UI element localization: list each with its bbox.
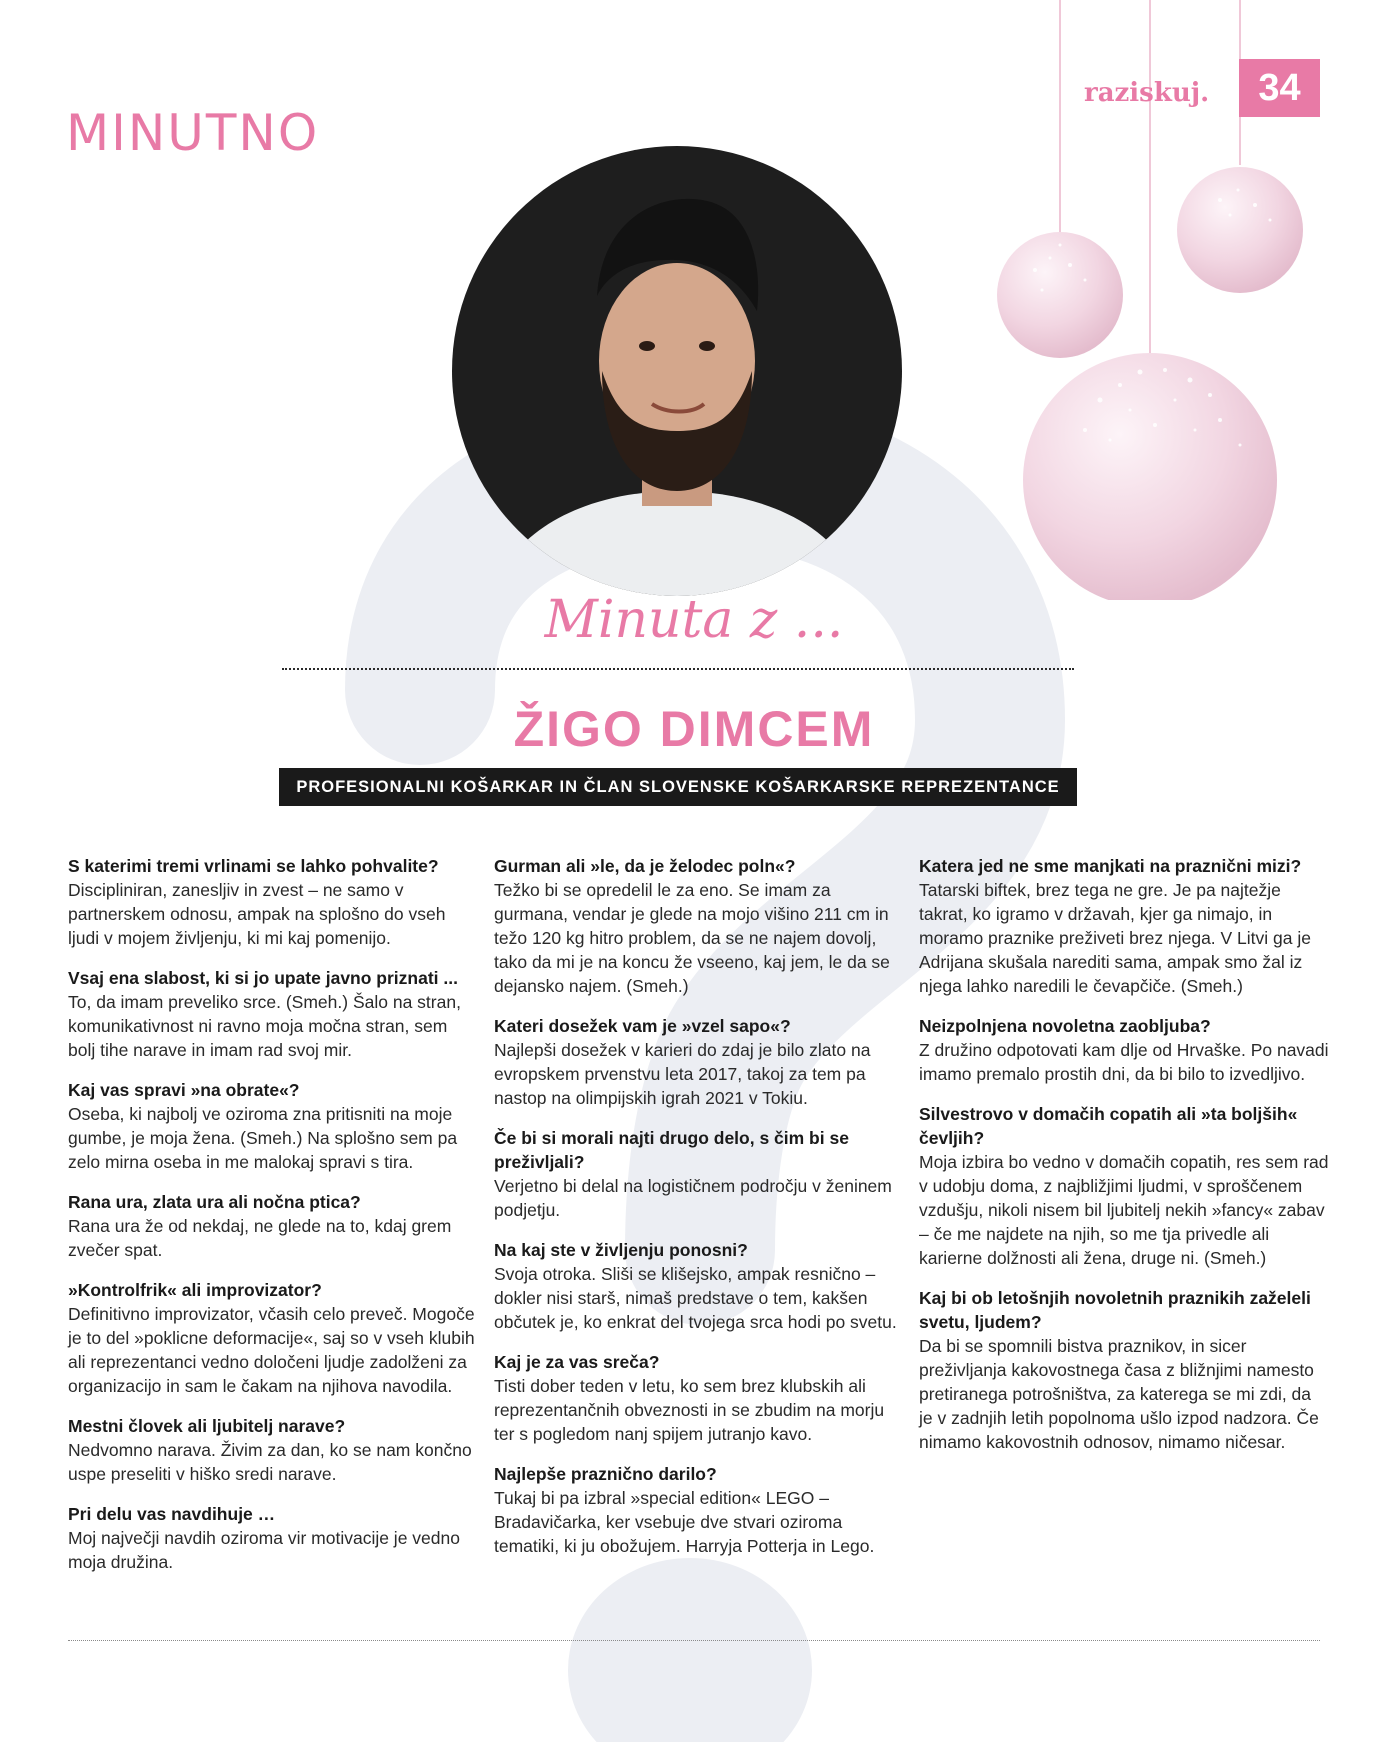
qa-item [68,966,478,1062]
answer: Moja izbira bo vedno v domačih copatih, res sem rad v udobju doma, z najbližjimi ljudmi, v sproščenem vzdušju, nikoli nisem bil ljubitelj nekih »fancy« zabav – če me najdete na njih, so me tja privedle ali karierne dolžnosti ali žena, druge ni. (Smeh.) [919,1152,1329,1268]
column-3 [919,854,1329,1470]
qa-item [494,1350,904,1446]
answer: To, da imam preveliko srce. (Smeh.) Šalo na stran, komunikativnost ni ravno moja močna stran, sem bolj tihe narave in imam rad svoj mir. [68,992,461,1060]
qa-item [919,1286,1329,1454]
qa-item [919,854,1329,998]
answer: Tisti dober teden v letu, ko sem brez klubskih ali reprezentančnih obveznosti in se zbudim na morju ter s pogledom nanj spijem jutranjo kavo. [494,1376,885,1444]
answer: Z družino odpotovati kam dlje od Hrvaške. Po navadi imamo premalo prostih dni, da bi bilo to izvedljivo. [919,1040,1329,1084]
question: Neizpolnjena novoletna zaobljuba? [919,1016,1211,1036]
qa-item [494,854,904,998]
qa-item [494,1462,904,1558]
question: Pri delu vas navdihuje … [68,1504,276,1524]
qa-item [919,1014,1329,1086]
answer: Najlepši dosežek v karieri do zdaj je bilo zlato na evropskem prvenstvu leta 2017, takoj za tem pa nastop na olimpijskih igrah 2021 v Tokiu. [494,1040,871,1108]
question: S katerimi tremi vrlinami se lahko pohvalite? [68,856,439,876]
question: Rana ura, zlata ura ali nočna ptica? [68,1192,361,1212]
answer: Svoja otroka. Sliši se klišejsko, ampak resnično – dokler nisi starš, nimaš predstave o tem, kakšen občutek je, ko enkrat del tvojega srca hodi po svetu. [494,1264,897,1332]
answer: Težko bi se opredelil le za eno. Se imam za gurmana, vendar je glede na mojo višino 211 cm in težo 120 kg hitro problem, da se ne najem dovolj, tako da mi je na koncu že vseeno, kaj jem, le da se dejansko najem. (Smeh.) [494,880,890,996]
qa-item [68,1414,478,1486]
portrait-photo [452,146,902,596]
answer: Tukaj bi pa izbral »special edition« LEGO – Bradavičarka, ker vsebuje dve stvari oziroma tematiki, ki ju obožujem. Harryja Potterja in Lego. [494,1488,875,1556]
bottom-divider [68,1640,1320,1641]
script-heading: Minuta z ... [544,590,844,650]
divider [282,668,1074,670]
answer: Definitivno improvizator, včasih celo preveč. Mogoče je to del »poklicne deformacije«, saj so v vseh klubih ali reprezentanci vedno določeni ljudje zadolženi za organizacijo in sam le čakam na njihova navodila. [68,1304,475,1396]
question: Kaj vas spravi »na obrate«? [68,1080,300,1100]
column-1 [68,854,478,1590]
brand-logo: raziskuj. [1084,78,1210,108]
page-number: 34 [1239,59,1320,117]
question: Če bi si morali najti drugo delo, s čim bi se preživljali? [494,1128,849,1172]
question: Vsaj ena slabost, ki si jo upate javno priznati ... [68,968,458,988]
question: Silvestrovo v domačih copatih ali »ta boljših« čevljih? [919,1104,1298,1148]
qa-item [68,1278,478,1398]
answer: Tatarski biftek, brez tega ne gre. Je pa najtežje takrat, ko igramo v državah, kjer ga nimajo, in moramo praznike preživeti brez njega. V Litvi ga je Adrijana skušala narediti sama, ampak smo žal iz njega lahko naredili le čevapčiče. (Smeh.) [919,880,1311,996]
question: »Kontrolfrik« ali improvizator? [68,1280,322,1300]
question: Katera jed ne sme manjkati na praznični mizi? [919,856,1302,876]
question: Na kaj ste v življenju ponosni? [494,1240,748,1260]
section-label: MINUTNO [66,104,320,162]
column-2 [494,854,904,1574]
question: Kateri dosežek vam je »vzel sapo«? [494,1016,791,1036]
answer: Discipliniran, zanesljiv in zvest – ne samo v partnerskem odnosu, ampak na splošno do vseh ljudi v mojem življenju, ki mi kaj pomenijo. [68,880,446,948]
interviewee-name: ŽIGO DIMCEM [513,701,875,757]
qa-item [919,1102,1329,1270]
qa-item [68,854,478,950]
answer: Verjetno bi delal na logističnem področju v ženinem podjetju. [494,1176,892,1220]
question: Najlepše praznično darilo? [494,1464,717,1484]
qa-item [68,1078,478,1174]
answer: Da bi se spomnili bistva praznikov, in sicer preživljanja kakovostnega časa z bližnjimi namesto pretiranega potrošništva, za katerega se mi zdi, da je v zadnjih letih popolnoma ušlo izpod nadzora. Če nimamo kakovostnih odnosov, nimamo ničesar. [919,1336,1319,1452]
role-banner: PROFESIONALNI KOŠARKAR IN ČLAN SLOVENSKE KOŠARKARSKE REPREZENTANCE [279,768,1077,806]
answer: Moj največji navdih oziroma vir motivacije je vedno moja družina. [68,1528,460,1572]
qa-item [494,1014,904,1110]
question: Kaj bi ob letošnjih novoletnih praznikih zaželeli svetu, ljudem? [919,1288,1311,1332]
qa-item [494,1126,904,1222]
qa-item [68,1190,478,1262]
question: Mestni človek ali ljubitelj narave? [68,1416,346,1436]
qa-item [68,1502,478,1574]
question: Gurman ali »le, da je želodec poln«? [494,856,796,876]
answer: Rana ura že od nekdaj, ne glede na to, kdaj grem zvečer spat. [68,1216,452,1260]
question: Kaj je za vas sreča? [494,1352,660,1372]
answer: Oseba, ki najbolj ve oziroma zna pritisniti na moje gumbe, je moja žena. (Smeh.) Na splošno sem pa zelo mirna oseba in me malokaj spravi s tira. [68,1104,458,1172]
answer: Nedvomno narava. Živim za dan, ko se nam končno uspe preseliti v hiško sredi narave. [68,1440,472,1484]
qa-item [494,1238,904,1334]
